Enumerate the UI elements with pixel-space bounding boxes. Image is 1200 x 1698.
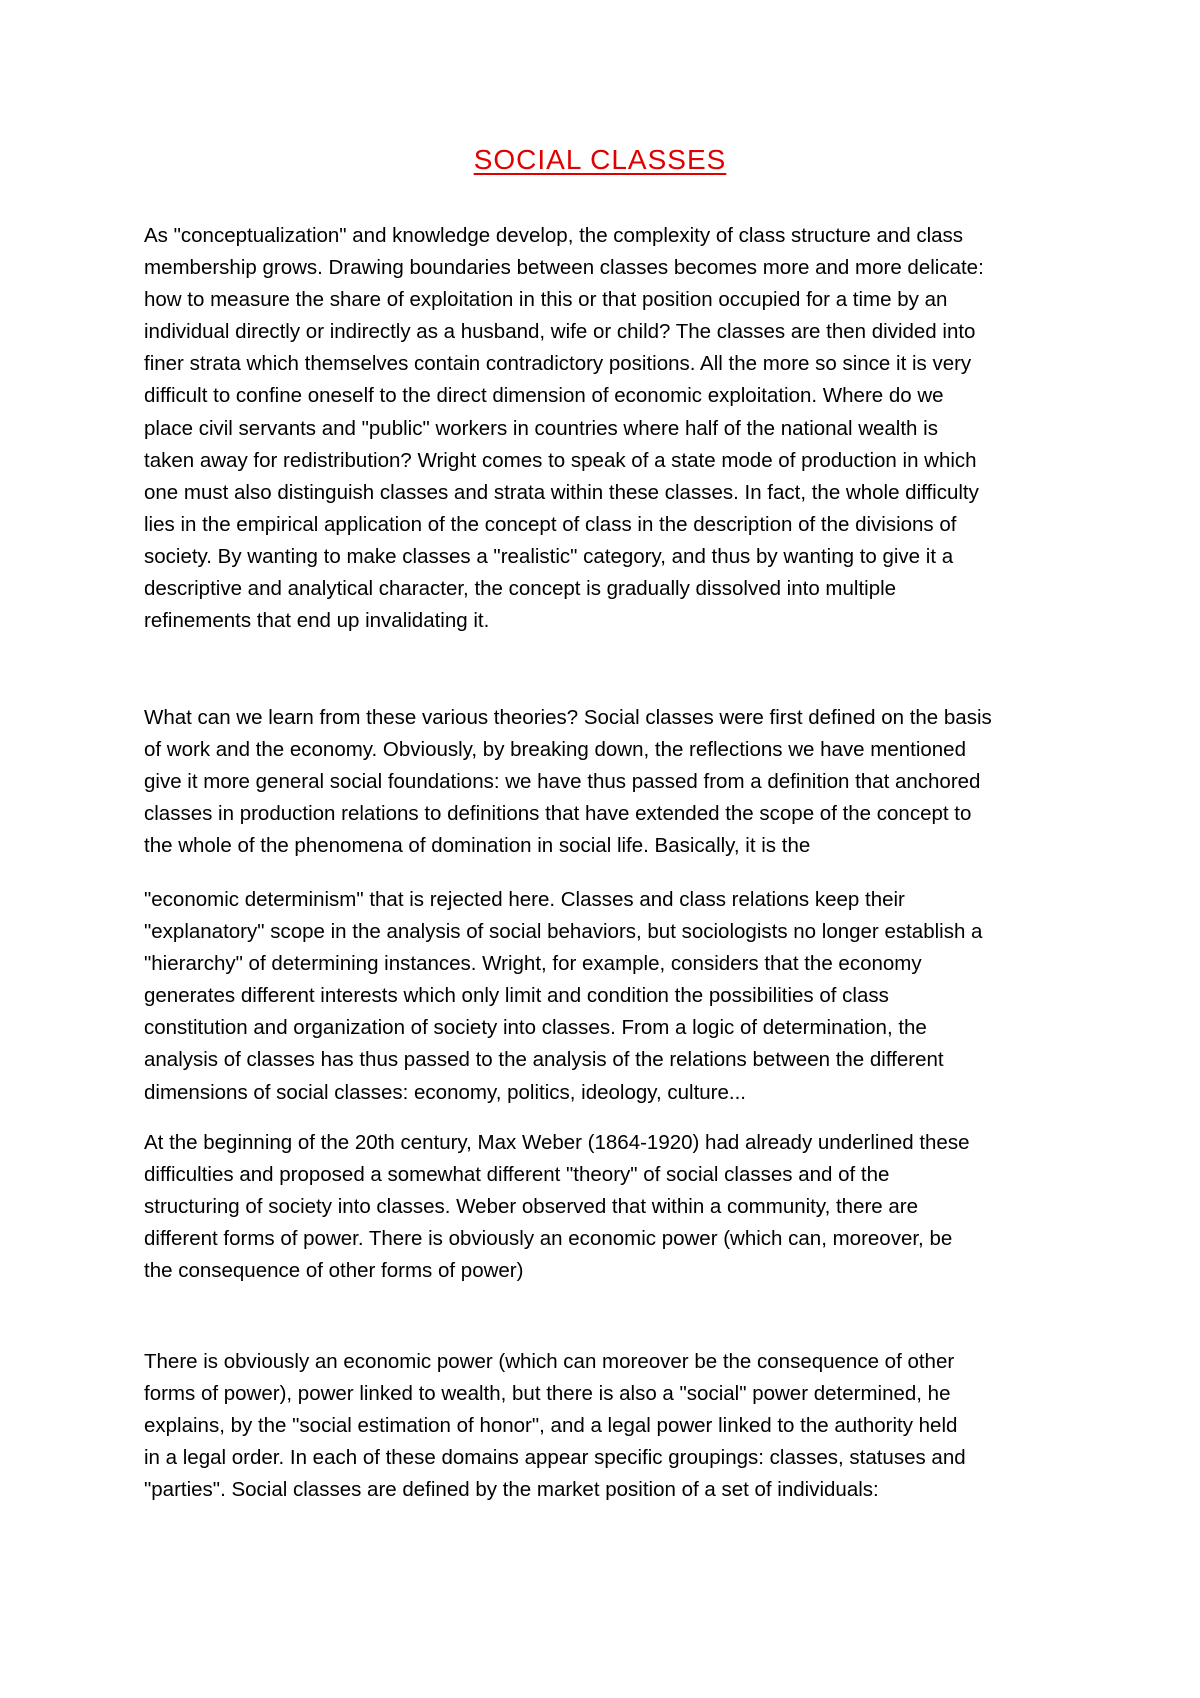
paragraph-forms-of-power: There is obviously an economic power (which can moreover be the consequence of other forms of power), power linked to wealth, but there is also a "social" power determined, he explains, by the "social estimation of honor", and a legal power linked to the authority held in a legal order. In each of these domains appear specific groupings: classes, statuses and "parties". Social classes are defined by the market position of a set of individuals: bbox=[144, 1350, 966, 1502]
document-title: SOCIAL CLASSES bbox=[473, 144, 727, 175]
paragraph-conceptualization: As "conceptualization" and knowledge develop, the complexity of class structure and class membership grows. Drawing boundaries between classes becomes more and more delicate: how to measure the share of exploitation in this or that position occupied for a time by an individual directly or indirectly as a husband, wife or child? The classes are then divided into finer strata which themselves contain contradictory positions. All the more so since it is very difficult to confine oneself to the direct dimension of economic exploitation. Where do we place civil servants and "public" workers in countries where half of the national wealth is taken away for redistribution? Wright comes to speak of a state mode of production in which one must also distinguish classes and strata within these classes. In fact, the whole difficulty lies in the empirical application of the concept of class in the description of the divisions of society. By wanting to make classes a "realistic" category, and thus by wanting to give it a descriptive and analytical character, the concept is gradually dissolved into multiple refinements that end up invalidating it. bbox=[144, 224, 984, 633]
paragraph-economic-determinism: "economic determinism" that is rejected here. Classes and class relations keep their "explanatory" scope in the analysis of social behaviors, but sociologists no longer establish a "hierarchy" of determining instances. Wright, for example, considers that the economy generates different interests which only limit and condition the possibilities of class constitution and organization of society into classes. From a logic of determination, the analysis of classes has thus passed to the analysis of the relations between the different dimensions of social classes: economy, politics, ideology, culture... bbox=[144, 888, 983, 1104]
paragraph-what-can-we-learn: What can we learn from these various theories? Social classes were first defined on the basis of work and the economy. Obviously, by breaking down, the reflections we have mentioned give it more general social foundations: we have thus passed from a definition that anchored classes in production relations to definitions that have extended the scope of the concept to the whole of the phenomena of domination in social life. Basically, it is the bbox=[144, 706, 992, 858]
paragraph-max-weber: At the beginning of the 20th century, Max Weber (1864-1920) had already underlined these difficulties and proposed a somewhat different "theory" of social classes and of the structuring of society into classes. Weber observed that within a community, there are different forms of power. There is obviously an economic power (which can, moreover, be the consequence of other forms of power) bbox=[144, 1131, 970, 1283]
